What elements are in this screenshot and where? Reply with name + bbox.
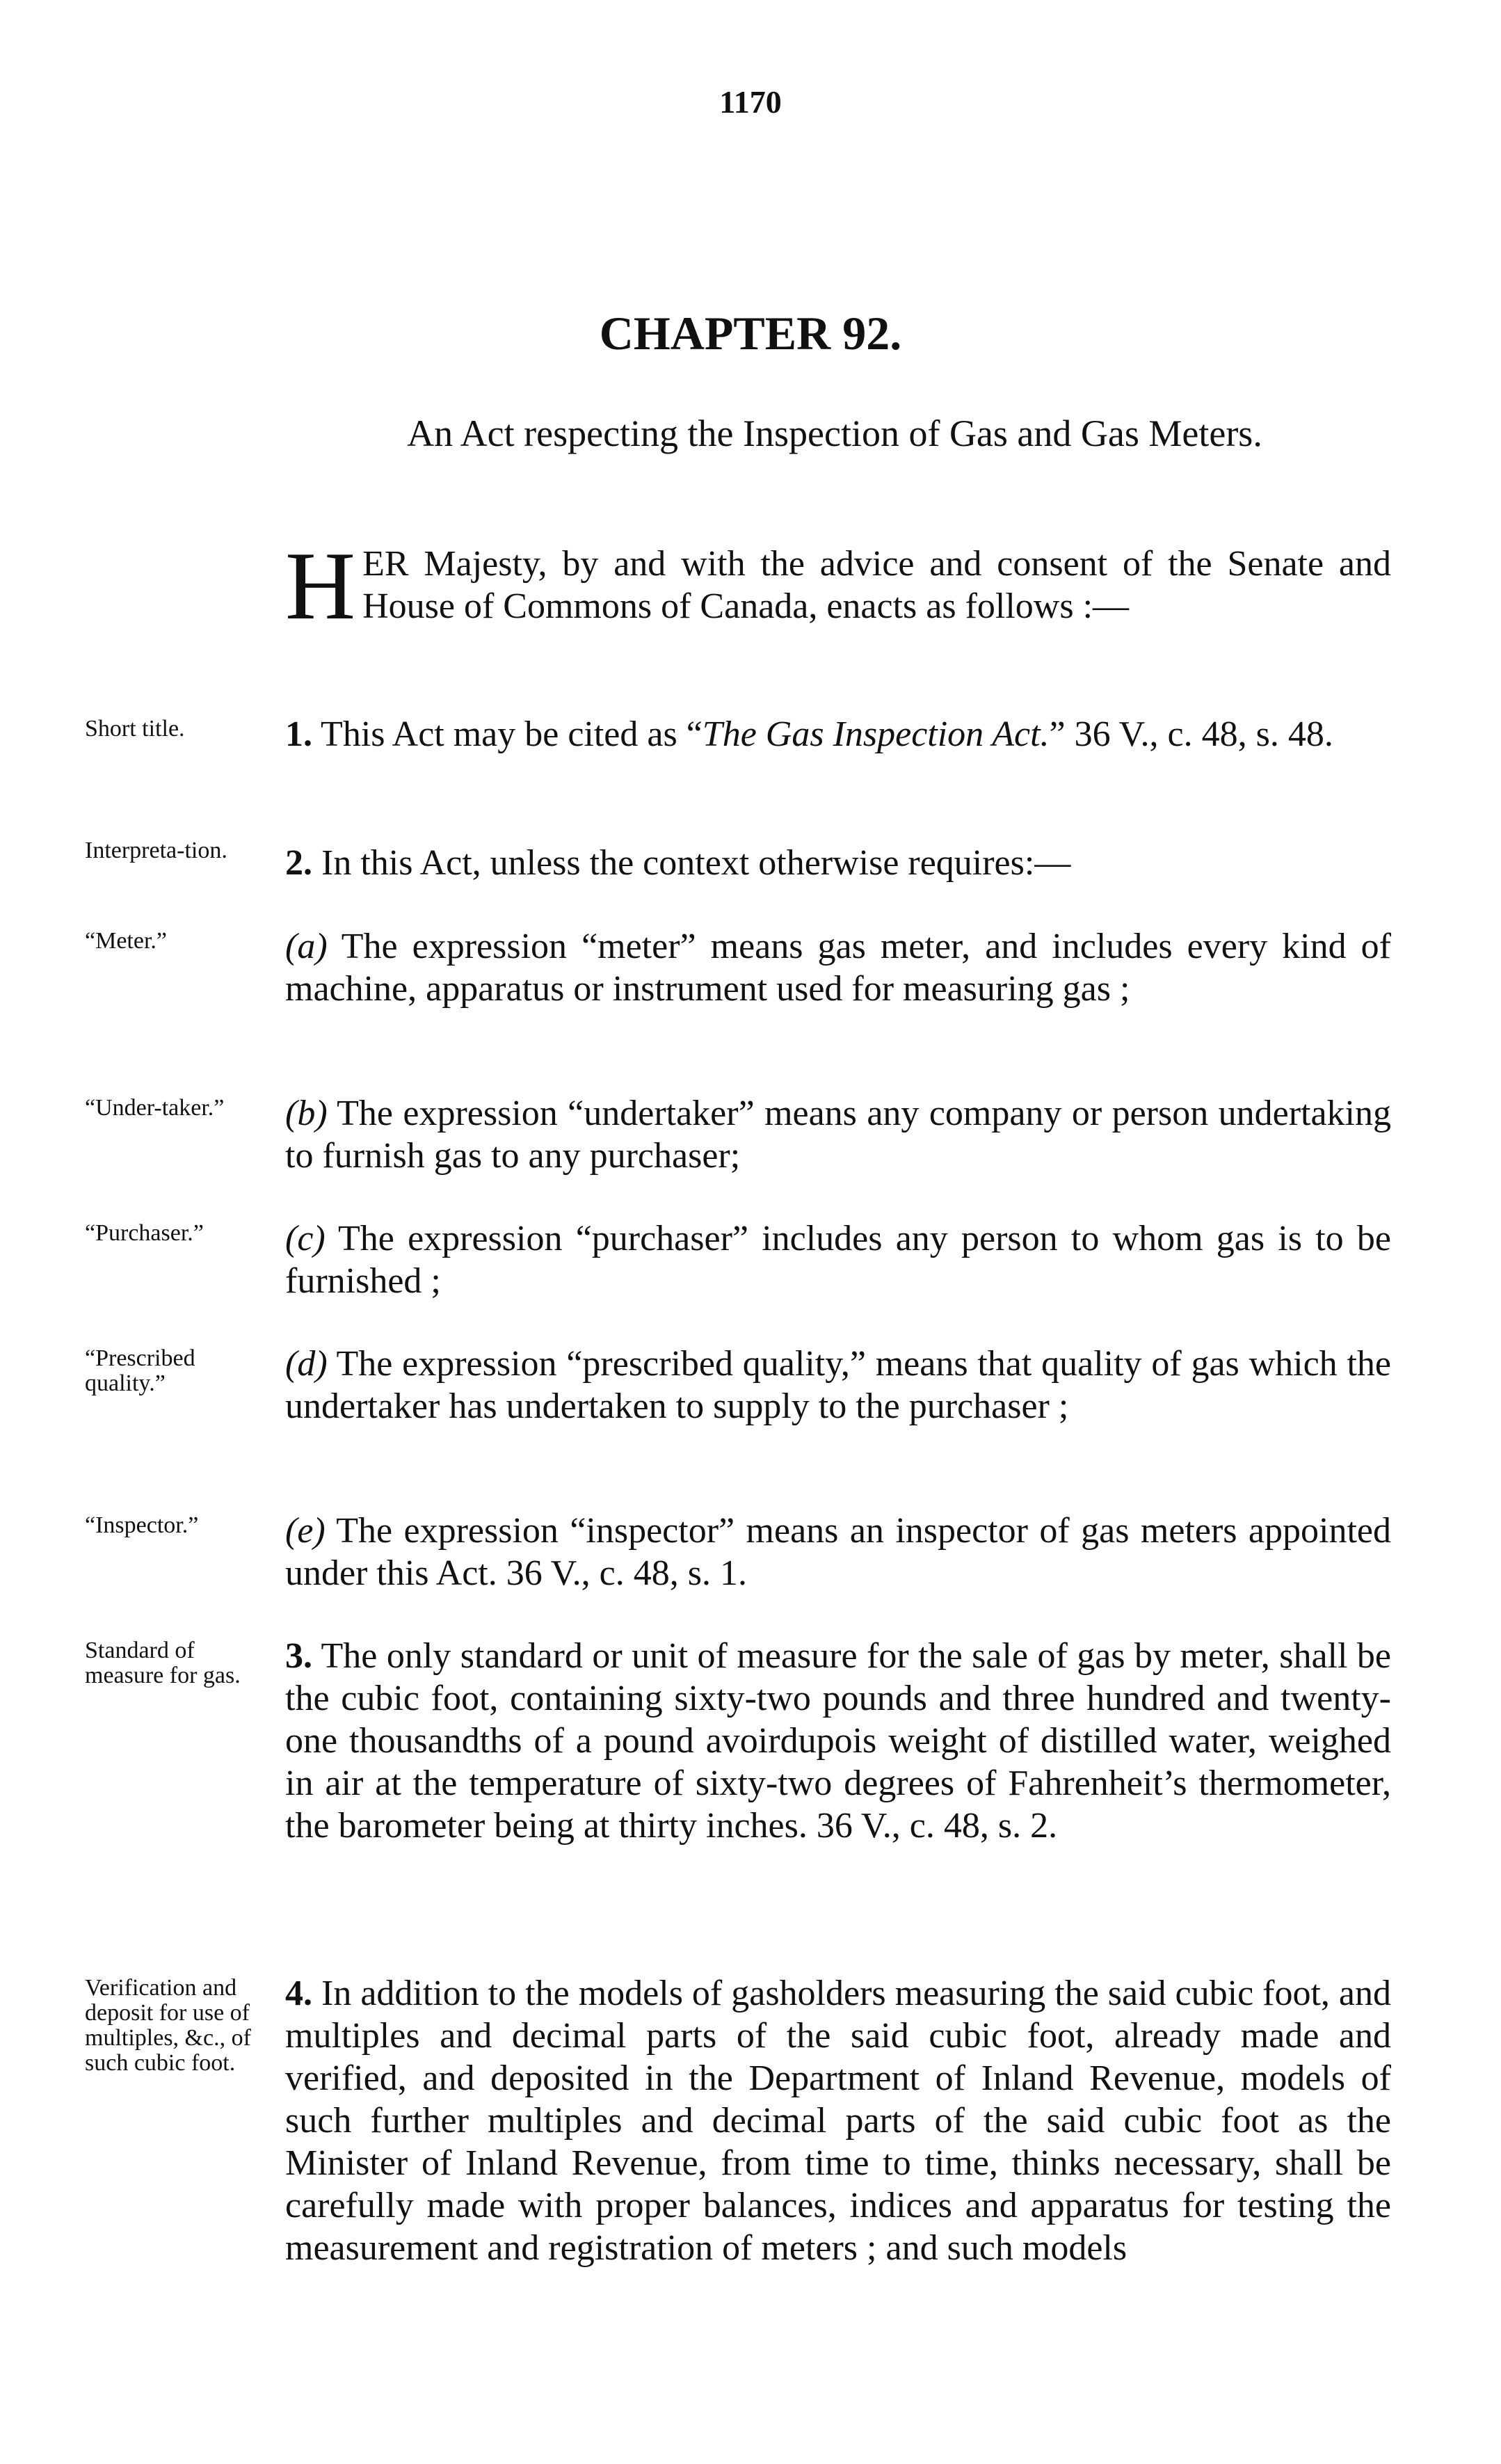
definition-label: (c) [285,1219,326,1258]
section-4 [285,1972,1391,2269]
page-number: 1170 [719,84,782,120]
side-note-undertaker: “Under-taker.” [85,1095,225,1121]
definition-b [285,1092,1391,1177]
definition-a [285,925,1391,1010]
section-text: ” 36 V., c. 48, s. 48. [1049,714,1333,754]
chapter-title: CHAPTER 92. [599,307,902,360]
definition-text: The expression “prescribed quality,” means that quality of gas which the undertaker has undertaken to supply to the purchaser ; [285,1344,1391,1426]
definition-text: The expression “undertaker” means any company or person undertaking to furnish gas to any purchaser; [285,1094,1391,1176]
section-text: The only standard or unit of measure for the sale of gas by meter, shall be the cubic foot, containing sixty-two pounds and three hundred and twenty-one thousandths of a pound avoirdupois weight of distilled water, weighed in air at the temperature of sixty-two degrees of Fahrenheit’s thermometer, the barometer being at thirty inches. 36 V., c. 48, s. 2. [285,1636,1391,1846]
section-number: 1. [285,714,312,754]
definition-e [285,1510,1391,1594]
section-text: In addition to the models of gasholders measuring the said cubic foot, and multiples and decimal parts of the said cubic foot, already made and verified, and deposited in the Department of Inland Revenue, models of such further multiples and decimal parts of the said cubic foot as the Minister of Inland Revenue, from time to time, thinks necessary, shall be carefully made with proper balances, indices and apparatus for testing the measurement and registration of meters ; and such models [285,1974,1391,2268]
section-number: 4. [285,1974,312,2013]
definition-label: (a) [285,927,328,966]
definition-text: The expression “meter” means gas meter, and includes every kind of machine, apparatus or instrument used for measuring gas ; [285,927,1391,1009]
section-number: 2. [285,843,312,883]
side-note-verification-and-deposit: Verification and deposit for use of multiples, &c., of such cubic foot. [85,1975,251,2076]
side-note-inspector: “Inspector.” [85,1512,199,1538]
definition-text: The expression “purchaser” includes any person to whom gas is to be furnished ; [285,1219,1391,1301]
section-number: 3. [285,1636,312,1676]
side-note-prescribed-quality: “Prescribed quality.” [85,1345,195,1396]
side-note-short-title: Short title. [85,716,185,742]
drop-cap: H [285,532,356,640]
act-title: An Act respecting the Inspection of Gas and Gas Meters. [407,413,1262,454]
side-note-meter: “Meter.” [85,928,167,954]
definition-label: (e) [285,1511,326,1551]
definition-d [285,1343,1391,1427]
section-2 [285,842,1391,884]
preamble-text: ER Majesty, by and with the advice and consent of the Senate and House of Commons of Canada, enacts as follows :— [362,544,1391,626]
side-note-standard-of-measure: Standard of measure for gas. [85,1638,241,1688]
preamble [285,532,1391,640]
definition-text: The expression “inspector” means an inspector of gas meters appointed under this Act. 36 V., c. 48, s. 1. [285,1511,1391,1593]
section-text: This Act may be cited as “ [312,714,703,754]
definition-label: (d) [285,1344,328,1384]
definition-label: (b) [285,1094,328,1133]
short-title-italic: The Gas Inspection Act. [702,714,1050,754]
section-1 [285,713,1391,755]
definition-c [285,1217,1391,1302]
section-3 [285,1635,1391,1847]
side-note-purchaser: “Purchaser.” [85,1220,204,1246]
section-text: In this Act, unless the context otherwise requires:— [312,843,1071,883]
side-note-interpretation: Interpreta-tion. [85,838,227,863]
